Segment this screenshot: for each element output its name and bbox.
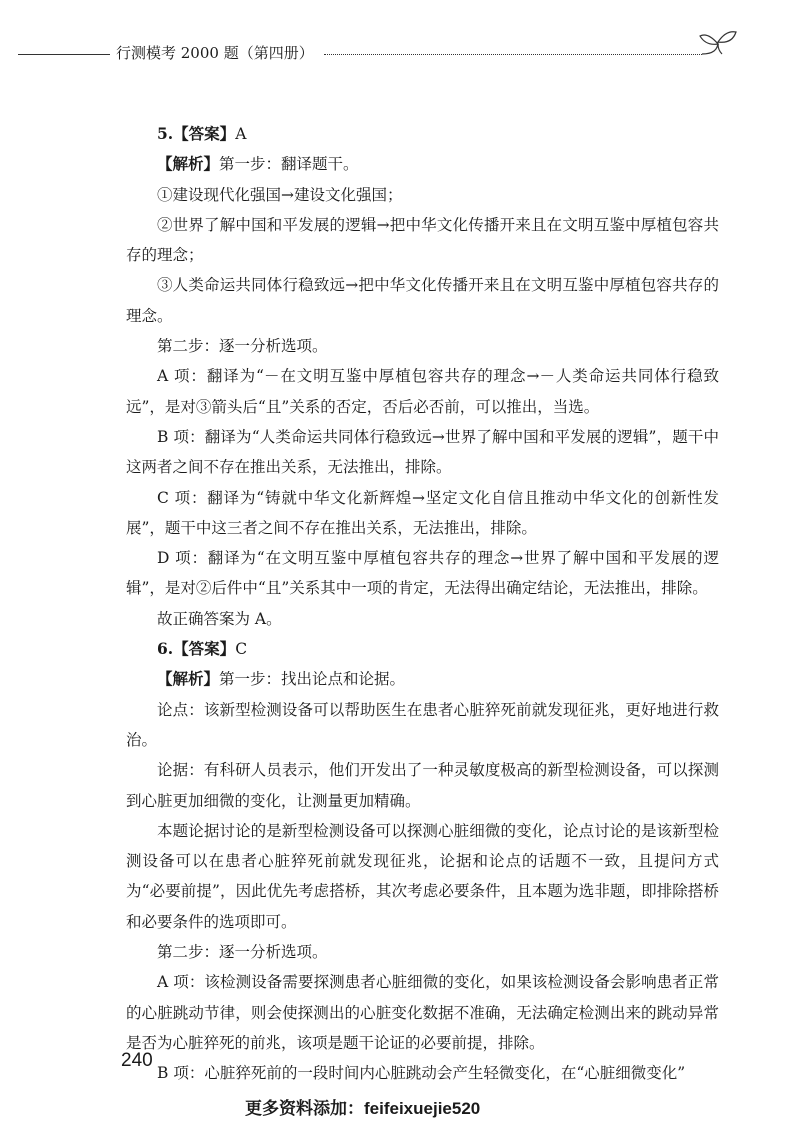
paragraph-p4 <box>126 210 719 271</box>
paragraph-p19 <box>126 1058 719 1088</box>
paragraph-p3 <box>126 180 719 210</box>
paragraph-text: C 项：翻译为“铸就中华文化新辉煌→坚定文化自信且推动中华文化的创新性发展”，题干中这三者之间不存在推出关系，无法推出，排除。 <box>126 488 719 537</box>
paragraph-text: B 项：心脏猝死前的一段时间内心脏跳动会产生轻微变化，在“心脏细微变化” <box>157 1064 686 1083</box>
header-rule-right <box>324 54 702 55</box>
header-rule-left <box>18 54 110 55</box>
paragraph-p1 <box>126 119 719 149</box>
paragraph-p17 <box>126 937 719 967</box>
paragraph-p8 <box>126 422 719 483</box>
running-header <box>18 36 758 66</box>
paragraph-text: 第二步：逐一分析选项。 <box>157 943 328 962</box>
paragraph-text: D 项：翻译为“在文明互鉴中厚植包容共存的理念→世界了解中国和平发展的逻辑”，是对②后件中“且”关系其中一项的肯定，无法得出确定结论，无法推出，排除。 <box>126 549 719 598</box>
paragraph-p10 <box>126 543 719 604</box>
paragraph-p11 <box>126 604 719 634</box>
paragraph-label: 6.【答案】 <box>157 639 236 659</box>
paragraph-text: 第一步：翻译题干。 <box>219 155 359 174</box>
paragraph-text: ②世界了解中国和平发展的逻辑→把中华文化传播开来且在文明互鉴中厚植包容共存的理念； <box>126 215 719 265</box>
paragraph-p12 <box>126 634 719 664</box>
paragraph-p16 <box>126 816 719 937</box>
paragraph-text: A 项：翻译为“－在文明互鉴中厚植包容共存的理念→－人类命运共同体行稳致远”，是对③箭头后“且”关系的否定，否后必否前，可以推出，当选。 <box>126 367 719 416</box>
page-number: 240 <box>121 1050 153 1071</box>
watermark-text: 更多资料添加：feifeixuejie520 <box>245 1099 481 1118</box>
paragraph-text: C <box>235 640 248 659</box>
paragraph-p9 <box>126 483 719 544</box>
sprout-icon <box>698 28 738 62</box>
paragraph-p18 <box>126 967 719 1058</box>
paragraph-label: 【解析】 <box>157 154 220 174</box>
paragraph-label: 【解析】 <box>157 669 220 689</box>
paragraph-text: A 项：该检测设备需要探测患者心脏细微的变化，如果该检测设备会影响患者正常的心脏跳动节律，则会使探测出的心脏变化数据不准确，无法确定检测出来的跳动异常是否为心脏猝死的前兆，该项是题干论证的必要前提，排除。 <box>126 973 719 1052</box>
paragraph-text: 第二步：逐一分析选项。 <box>157 337 328 356</box>
paragraph-text: B 项：翻译为“人类命运共同体行稳致远→世界了解中国和平发展的逻辑”，题干中这两者之间不存在推出关系，无法推出，排除。 <box>126 427 719 477</box>
paragraph-p6 <box>126 331 719 361</box>
paragraph-p15 <box>126 755 719 816</box>
paragraph-text: 故正确答案为 A。 <box>157 609 282 628</box>
paragraph-text: 第一步：找出论点和论据。 <box>219 670 406 689</box>
paragraph-label: 5.【答案】 <box>157 124 236 143</box>
paragraph-text: A <box>235 125 247 143</box>
paragraph-text: ③人类命运共同体行稳致远→把中华文化传播开来且在文明互鉴中厚植包容共存的理念。 <box>126 276 719 325</box>
paragraph-p13 <box>126 664 719 694</box>
paragraph-text: 论点：该新型检测设备可以帮助医生在患者心脏猝死前就发现征兆，更好地进行救治。 <box>126 700 719 749</box>
header-title: 行测模考 2000 题（第四册） <box>116 44 314 62</box>
paragraph-text: 本题论据讨论的是新型检测设备可以探测心脏细微的变化，论点讨论的是该新型检测设备可以在患者心脏猝死前就发现征兆，论据和论点的话题不一致，且提问方式为“必要前提”，因此优先考虑搭桥，其次考虑必要条件，且本题为选非题，即排除搭桥和必要条件的选项即可。 <box>126 821 719 931</box>
paragraph-p14 <box>126 695 719 756</box>
paragraph-text: 论据：有科研人员表示，他们开发出了一种灵敏度极高的新型检测设备，可以探测到心脏更加细微的变化，让测量更加精确。 <box>126 761 719 810</box>
answer-explanation-content <box>126 119 719 1089</box>
paragraph-p7 <box>126 361 719 422</box>
paragraph-text: ①建设现代化强国→建设文化强国； <box>157 185 403 204</box>
paragraph-p5 <box>126 270 719 331</box>
paragraph-p2 <box>126 149 719 179</box>
